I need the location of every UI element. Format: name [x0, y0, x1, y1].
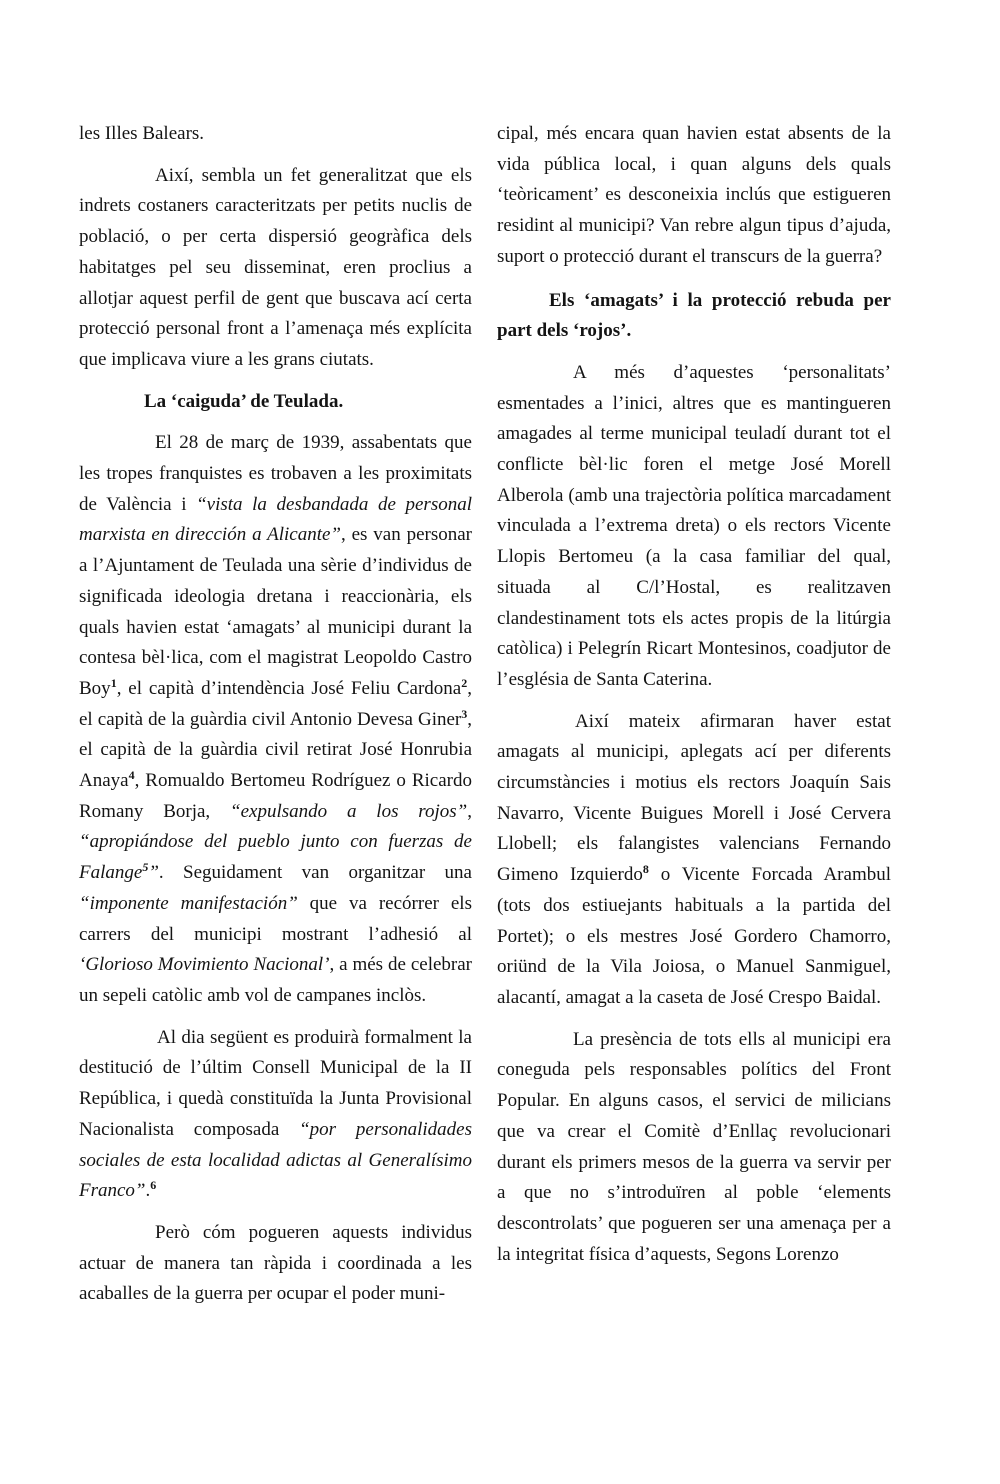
- footnote-marker-8[interactable]: 8: [642, 862, 649, 877]
- quote-expulsando: “expulsando a los rojos”: [230, 800, 468, 822]
- footnote-marker-4[interactable]: 4: [128, 768, 135, 783]
- left-column: [79, 119, 472, 1310]
- paragraph-continuation-right: cipal, més encara quan havien estat absents de la vida pública local, i quan alguns dels quals ‘teòricament’ es desconeixia inclús que estigueren residint al municipi? Van rebre algun tipus d’ajuda, suport o protecció durant el transcurs de la guerra?: [497, 123, 891, 267]
- quote-manifestacion: “imponente manifestación”: [79, 892, 298, 914]
- paragraph-personalitats: A més d’aquestes ‘personalitats’ esmentades a l’inici, altres que es mantingueren amagades al terme municipal teuladí durant tot el conflicte bèl·lic foren el metge José Morell Alberola (amb una trajectòria política marcadament vinculada a l’extrema dreta) o els rectors Vicente Llopis Bertomeu (a la casa familiar del qual, situada al C/l’Hostal, es realitzaven clandestinament tots els actes propis de la litúrgia catòlica) i Pelegrín Ricart Montesinos, coadjutor de l’església de Santa Caterina.: [497, 361, 891, 690]
- paragraph-amagats-municipi: Així mateix afirmaran haver estat amagats al municipi, aplegats ací per diferents circumstàncies i motius els rectors Joaquín Sais Navarro, Vicente Buigues Morell i José Cervera Llobell; els falangistes valencians Fernando Gimeno Izquierdo$^8$ o Vicente Forcada Arambul (tots dos estiuejants habituals a la partida del Portet); o els mestres José Gordero Chamorro, oriünd de la Vila Joiosa, o Manuel Sanmiguel, alacantí, amagat a la caseta de José Crespo Baidal.: [497, 710, 891, 1008]
- paragraph-march-1939: El 28 de març de 1939, assabentats que les tropes franquistes es trobaven a les proximitats de València i “vista la desbandada de personal marxista en dirección a Alicante”, es van personar a l’Ajuntament de Teulada una sèrie d’individus de significada ideologia dretana i reaccionària, els quals havien estat ‘amagats’ al municipi durant la contesa bèl·lica, com el magistrat Leopoldo Castro Boy$^1$, el capità d’intendència José Feliu Cardona$^2$, el capità de la guàrdia civil Antonio Devesa Giner$^3$, el capità de la guàrdia civil retirat José Honrubia Anaya$^4$, Romualdo Bertomeu Rodríguez o Ricardo Romany Borja, “expulsando a los rojos”, “apropiándose del pueblo junto con fuerzas de Falange$^5$”. Seguidament van organitzar una “imponente manifestación” que va recórrer els carrers del municipi mostrant l’adhesió al ‘Glorioso Movimiento Nacional’, a més de celebrar un sepeli catòlic amb vol de campanes inclòs.: [79, 432, 473, 1006]
- quote-apropiandose: “apropiándose del pueblo junto con fuerzas de Falange$^5$”: [79, 831, 472, 884]
- right-column: [497, 119, 891, 1270]
- section-heading-amagats: Els ‘amagats’ i la protecció rebuda per part dels ‘rojos’.: [497, 289, 891, 342]
- paragraph-coastal-areas: Així, sembla un fet generalitzat que els indrets costaners caracteritzats per petits nuclis de població, o per certa dispersió geogràfica dels habitatges pel seu disseminat, eren proclius a allotjar aquest perfil de gent que buscava ací certa protecció personal front a l’amenaça més explícita que implicava viure a les grans ciutats.: [79, 164, 472, 370]
- quote-generalisimo: “por personalidades sociales de esta localidad adictas al Generalísimo Franco”: [79, 1118, 472, 1202]
- quote-desbandada: “vista la desbandada de personal marxista en dirección a Alicante”: [79, 493, 472, 546]
- footnote-marker-5[interactable]: 5: [142, 860, 149, 875]
- footnote-marker-6[interactable]: 6: [150, 1178, 157, 1193]
- quote-movimiento: ‘Glorioso Movimiento Nacional’: [79, 954, 330, 976]
- section-heading-caiguda: La ‘caiguda’ de Teulada.: [144, 390, 344, 412]
- paragraph-front-popular: La presència de tots ells al municipi era coneguda pels responsables polítics del Front Popular. En alguns casos, el servici de milicians que va crear el Comitè d’Enllaç revolucionari durant els primers mesos de la guerra va servir per a que no s’introduïren al poble ‘elements descontrolats’ que pogueren ser una amenaça per a la integritat física d’aquests, Segons Lorenzo: [497, 1028, 891, 1265]
- footnote-marker-1[interactable]: 1: [110, 675, 117, 690]
- paragraph-question: Però cóm pogueren aquests individus actuar de manera tan ràpida i coordinada a les acaballes de la guerra per ocupar el poder muni-: [79, 1221, 472, 1305]
- footnote-marker-3[interactable]: 3: [461, 706, 468, 721]
- paragraph-junta-provisional: Al dia següent es produirà formalment la destitució de l’últim Consell Municipal de la II República, i quedà constituïda la Junta Provisional Nacionalista composada “por personalidades sociales de esta localidad adictas al Generalísimo Franco”.$^6$: [79, 1026, 472, 1202]
- footnote-marker-2[interactable]: 2: [461, 675, 468, 690]
- paragraph-continuation: les Illes Balears.: [79, 123, 205, 144]
